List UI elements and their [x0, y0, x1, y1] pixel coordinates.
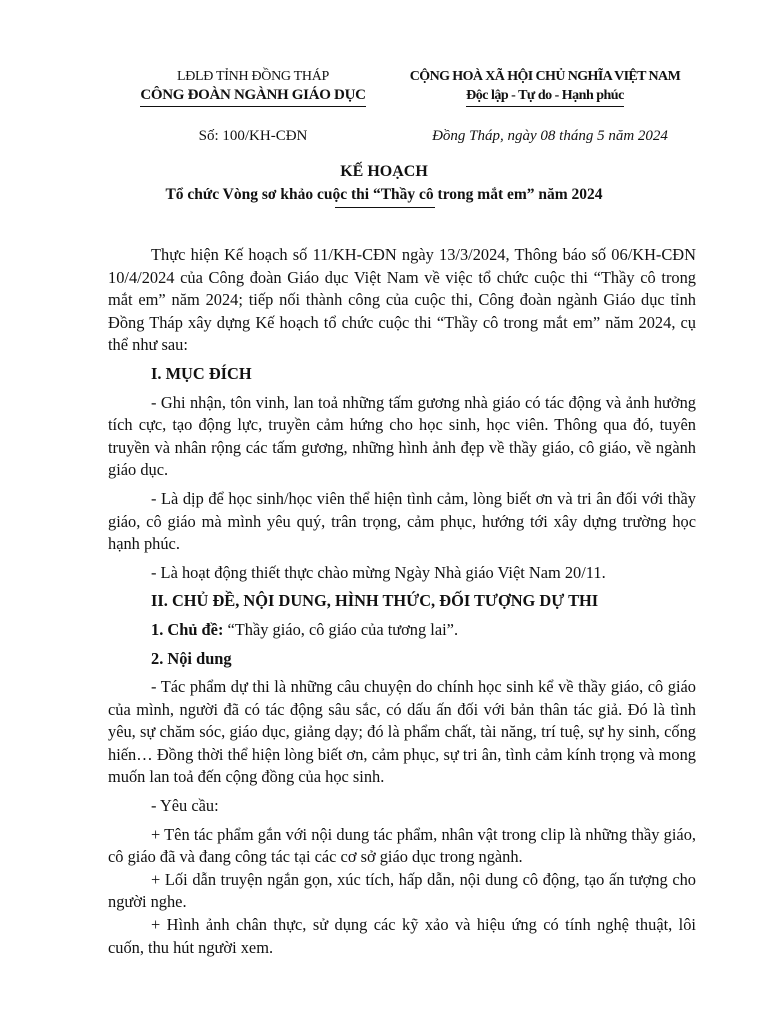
issuing-organization: CÔNG ĐOÀN NGÀNH GIÁO DỤC	[140, 86, 365, 107]
issuing-organization-block	[108, 68, 398, 107]
requirement-item-3: + Hình ảnh chân thực, sử dụng các kỹ xảo và hiệu ứng có tính nghệ thuật, lôi cuốn, thu hút người xem.	[108, 915, 696, 957]
purpose-paragraph-3: - Là hoạt động thiết thực chào mừng Ngày Nhà giáo Việt Nam 20/11.	[151, 562, 606, 582]
document-body	[108, 244, 696, 959]
section-heading-topic-content: II. CHỦ ĐỀ, NỘI DUNG, HÌNH THỨC, ĐỐI TƯỢNG DỰ THI	[151, 591, 599, 611]
document-date: Đồng Tháp, ngày 08 tháng 5 năm 2024	[432, 128, 668, 144]
intro-paragraph: Thực hiện Kế hoạch số 11/KH-CĐN ngày 13/3/2024, Thông báo số 06/KH-CĐN 10/4/2024 của Công đoàn Giáo dục Việt Nam về việc tổ chức cuộc thi “Thầy cô trong mắt em” năm 2024; tiếp nối thành công của cuộc thi, Công đoàn ngành Giáo dục tỉnh Đồng Tháp xây dựng Kế hoạch tổ chức cuộc thi “Thầy cô trong mắt em” năm 2024, cụ thể như sau:	[108, 245, 696, 355]
topic-line	[108, 619, 696, 642]
requirement-item-2: + Lối dẫn truyện ngắn gọn, xúc tích, hấp dẫn, nội dung cô động, tạo ấn tượng cho người nghe.	[108, 869, 696, 912]
content-paragraph: - Tác phẩm dự thi là những câu chuyện do chính học sinh kể về thầy giáo, cô giáo của mình, người đã có tác động sâu sắc, có dấu ấn đối với bản thân tác giả. Đó là tình yêu, sự chăm sóc, giáo dục, giảng dạy; đó là phẩm chất, tài năng, trí tuệ, sự hy sinh, cống hiến… Đồng thời thể hiện lòng biết ơn, cảm phục, sự tri ân, tình cảm kính trọng và mong muốn lan toả đến cộng đồng của học sinh.	[108, 677, 696, 787]
topic-label: 1. Chủ đề:	[151, 619, 224, 639]
national-title: CỘNG HOÀ XÃ HỘI CHỦ NGHĨA VIỆT NAM	[409, 69, 681, 84]
purpose-paragraph-1: - Ghi nhận, tôn vinh, lan toả những tấm gương nhà giáo có tác động và ảnh hưởng tích cực, tạo động lực, truyền cảm hứng cho học sinh, học viên. Thông qua đó, tuyên truyền và nhân rộng các tấm gương, những hình ảnh đẹp về thầy giáo, cô giáo, về ngành giáo dục.	[108, 392, 696, 480]
document-number: Số: 100/KH-CĐN	[198, 128, 308, 144]
parent-organization: LĐLĐ TỈNH ĐỒNG THÁP	[176, 69, 330, 84]
requirement-item-1: + Tên tác phẩm gắn với nội dung tác phẩm, nhân vật trong clip là những thầy giáo, cô giáo đã và đang công tác tại các cơ sở giáo dục trong ngành.	[108, 824, 696, 867]
purpose-paragraph-2: - Là dịp để học sinh/học viên thể hiện tình cảm, lòng biết ơn và tri ân đối với thầy giáo, cô giáo mà mình yêu quý, trân trọng, cảm phục, hướng tới xây dựng trường học hạnh phúc.	[108, 488, 696, 554]
section-heading-purpose: I. MỤC ĐÍCH	[151, 363, 252, 383]
topic-text: “Thầy giáo, cô giáo của tương lai”.	[223, 619, 459, 639]
content-label: 2. Nội dung	[151, 648, 232, 668]
content-heading	[108, 648, 696, 671]
title-underline	[335, 207, 435, 208]
requirements-label: - Yêu cầu:	[151, 796, 219, 816]
national-motto: Độc lập - Tự do - Hạnh phúc	[466, 86, 624, 107]
national-motto-block	[400, 68, 690, 107]
document-subtitle: Tổ chức Vòng sơ khảo cuộc thi “Thầy cô trong mắt em” năm 2024	[165, 186, 603, 203]
document-title: KẾ HOẠCH	[340, 163, 428, 180]
